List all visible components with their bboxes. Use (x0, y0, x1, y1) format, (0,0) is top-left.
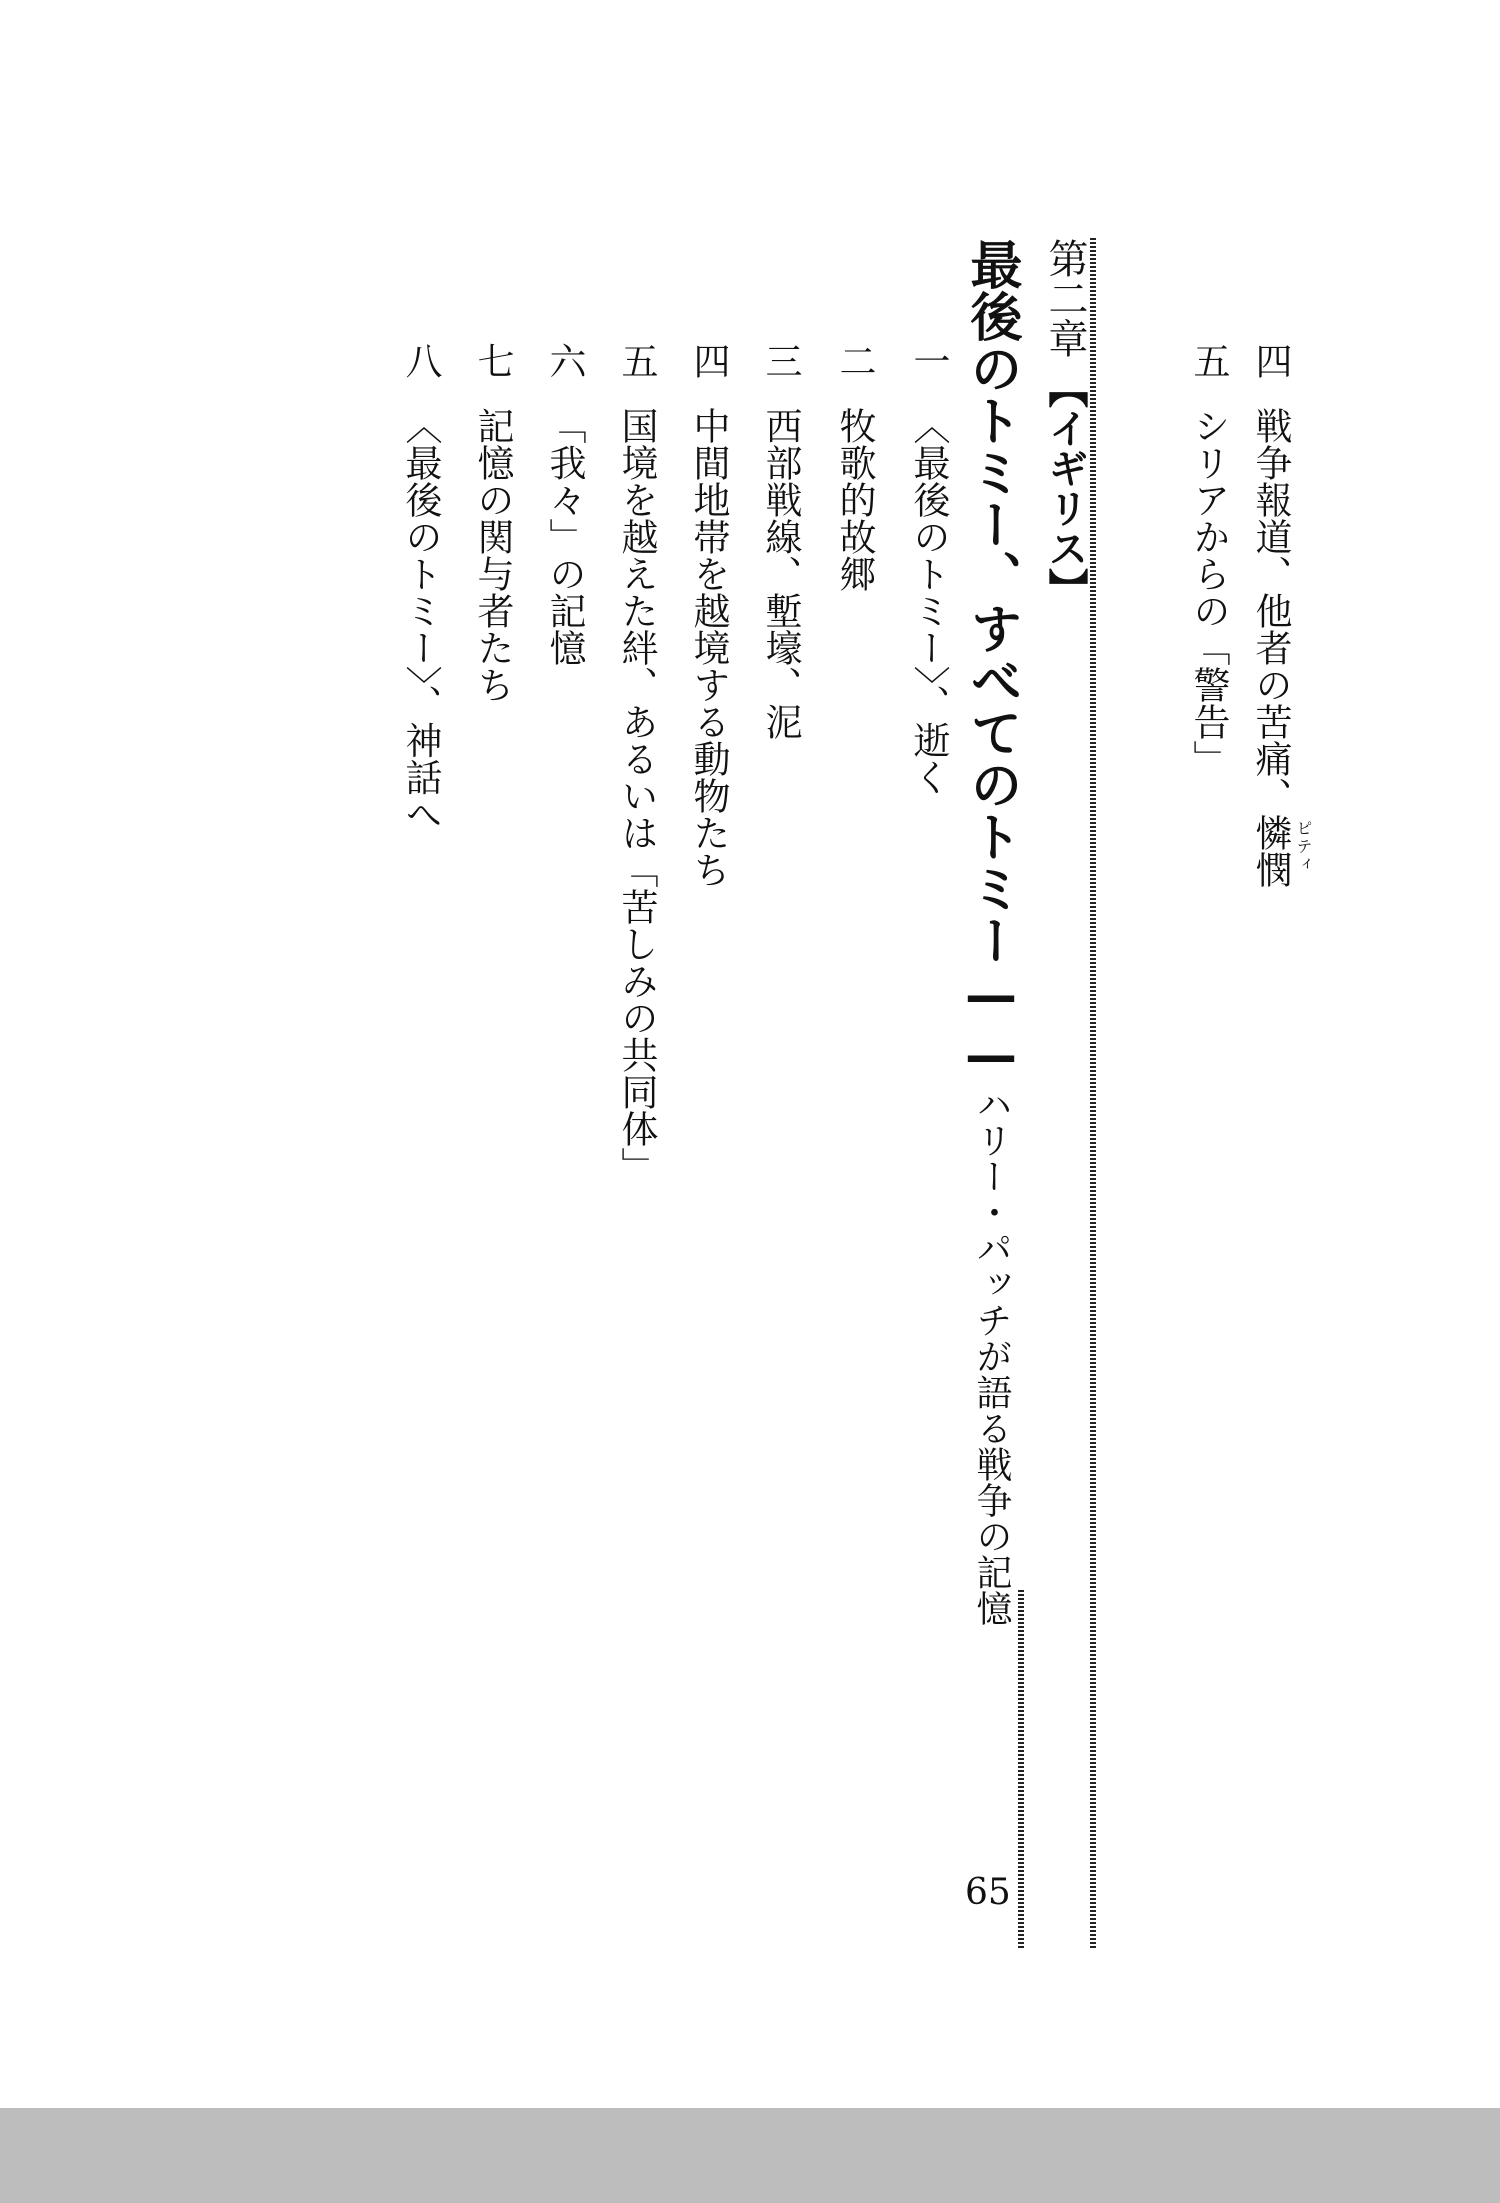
toc-entry[interactable] (907, 342, 950, 796)
toc-entry[interactable] (833, 342, 876, 592)
section-number: 一 (907, 342, 950, 379)
section-number: 六 (543, 342, 586, 379)
section-number: 三 (759, 342, 802, 379)
toc-entry[interactable] (615, 342, 658, 1184)
toc-entry[interactable] (399, 342, 442, 833)
chapter-title[interactable] (961, 238, 1021, 1626)
footer-bar (0, 2108, 1500, 2203)
page-number: 65 (965, 1872, 1011, 1913)
toc-entry[interactable] (759, 342, 802, 740)
toc-entry[interactable] (1249, 342, 1313, 888)
chapter-number: 第二章 (1042, 238, 1088, 358)
toc-entry[interactable] (687, 342, 730, 888)
toc-entry[interactable] (543, 342, 586, 666)
section-title: 牧歌的故郷 (833, 407, 876, 592)
section-number: 五 (615, 342, 658, 379)
dotted-rule (1018, 1590, 1024, 1948)
chapter-title-main: 最後のトミー、すべてのトミー (961, 238, 1021, 966)
toc-entry[interactable] (471, 342, 514, 703)
section-title: 中間地帯を越境する動物たち (687, 407, 730, 888)
chapter-heading[interactable] (1042, 238, 1088, 608)
title-dash: —— (961, 966, 1021, 1086)
section-number: 四 (687, 342, 730, 379)
section-number: 八 (399, 342, 442, 379)
section-title: 〈最後のトミー〉、神話へ (399, 407, 442, 833)
chapter-subtitle: ハリー・パッチが語る戦争の記憶 (971, 1086, 1012, 1626)
ruby-base: 憐憫 (1249, 814, 1292, 888)
section-number: 七 (471, 342, 514, 379)
section-title: 戦争報道、他者の苦痛、 (1249, 407, 1292, 814)
section-title: 国境を越えた絆、あるいは「苦しみの共同体」 (615, 407, 658, 1184)
section-title: 「我々」の記憶 (543, 407, 586, 666)
section-title: シリアからの「警告」 (1187, 407, 1230, 777)
section-title: 西部戦線、塹壕、泥 (759, 407, 802, 740)
ruby-word (1249, 814, 1313, 888)
section-title: 〈最後のトミー〉、逝く (907, 407, 950, 796)
chapter-country: 【イギリス】 (1042, 368, 1088, 608)
dotted-rule (1090, 238, 1096, 1948)
section-number: 五 (1187, 342, 1230, 379)
section-number: 四 (1249, 342, 1292, 379)
toc-entry[interactable] (1187, 342, 1230, 777)
section-number: 二 (833, 342, 876, 379)
section-title: 記憶の関与者たち (471, 407, 514, 703)
ruby-annotation: ピティ (1294, 820, 1313, 874)
